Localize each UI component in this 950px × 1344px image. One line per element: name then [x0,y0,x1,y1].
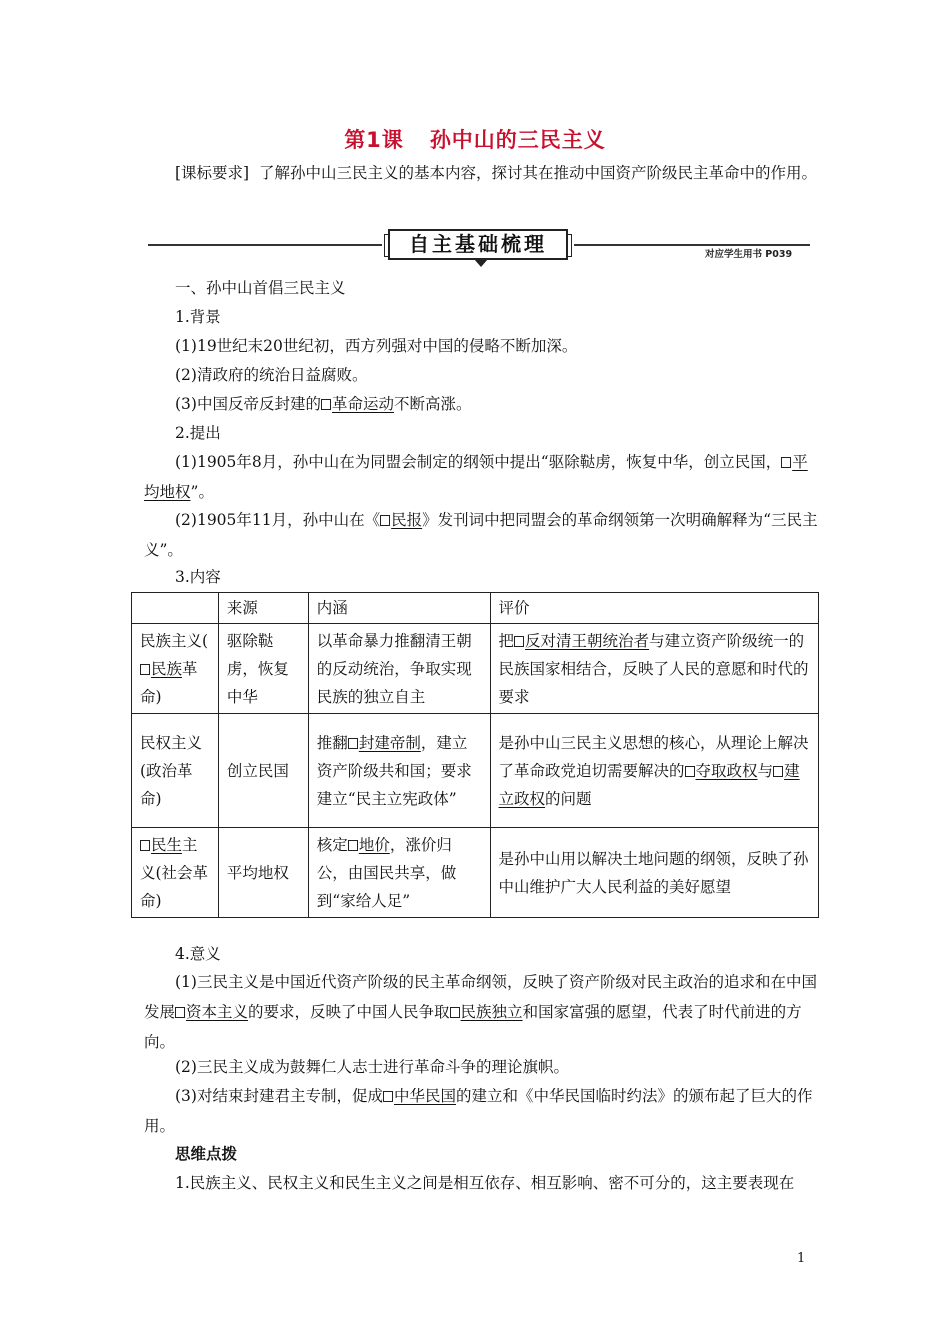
row-source: 平均地权 [218,828,308,918]
text: 》发刊词中把同盟会的革命纲领第一次明确解释为“三民主义”。 [144,511,818,559]
fill-blank [514,632,649,650]
propose-heading: 2.提出 [175,424,221,442]
row-source: 驱除鞑虏，恢复中华 [218,624,308,714]
blank-answer: 地价 [358,835,390,854]
table-row [132,624,819,714]
text: 不断高涨。 [393,395,472,413]
section-heading: 一、孙中山首倡三民主义 [175,279,346,297]
text: ，建立资产阶级共和国；要求建立“民主立宪政体” [316,733,472,808]
row-name: 民权主义(政治革命) [132,714,219,828]
fill-blank [380,511,422,529]
text: 与 [757,761,774,780]
header-cell: 内涵 [308,593,490,624]
blank-answer: 民族 [151,659,183,678]
propose-item-1 [144,447,820,507]
banner-arrow-icon [474,259,488,267]
text: (3)对结束封建君主专制，促成 [175,1087,383,1105]
text: ，涨价归公，由国民共享，做到“家给人足” [316,835,457,910]
text: 主义(社会革命) [140,835,209,910]
text: 与建立资产阶级统一的民族国家相结合，反映了人民的意愿和时代的要求 [498,631,809,706]
row-evaluation [490,714,818,828]
fill-blank [321,395,394,413]
thinking-item-1: 1.民族主义、民权主义和民生主义之间是相互依存、相互影响、密不可分的，这主要表现在 [175,1174,795,1192]
blank-answer: 反对清王朝统治者 [525,631,650,650]
blank-answer: 资本主义 [186,1003,249,1021]
row-evaluation [490,624,818,714]
header-cell [132,593,219,624]
banner-reference: 对应学生用书 P039 [705,249,793,260]
background-item-3 [144,389,820,419]
header-cell: 评价 [490,593,818,624]
background-heading: 1.背景 [175,308,221,326]
content-table [131,592,819,918]
thinking-heading: 思维点拨 [175,1145,238,1163]
section-banner: 自主基础梳理 [388,229,568,260]
propose-item-2 [144,505,820,565]
text: 是孙中山三民主义思想的核心，从理论上解决了革命政党迫切需要解决的 [498,733,809,780]
content-heading: 3.内容 [175,568,221,586]
background-item-1: (1)19世纪末20世纪初，西方列强对中国的侵略不断加深。 [175,337,578,355]
row-meaning [308,714,490,828]
text: 革命) [140,659,198,706]
text: (1)1905年8月，孙中山在为同盟会制定的纲领中提出“驱除鞑虏，恢复中华，创立民国， [175,453,782,471]
page-number: 1 [797,1251,806,1266]
table-row [132,828,819,918]
row-meaning: 以革命暴力推翻清王朝的反动统治，争取实现民族的独立自主 [308,624,490,714]
text: 把 [498,631,515,650]
blank-answer: 民生 [151,835,183,854]
text: 和国家富强的愿望，代表了时代前进的方向。 [144,1003,802,1051]
text: ”。 [190,483,214,501]
row-meaning [308,828,490,918]
fill-blank [450,1003,523,1021]
text: 核定 [316,835,348,854]
blank-answer: 建立政权 [498,761,800,808]
text: 的问题 [545,789,592,808]
fill-blank [348,836,390,854]
header-cell: 来源 [218,593,308,624]
row-evaluation: 是孙中山用以解决土地问题的纲领，反映了孙中山维护广大人民利益的美好愿望 [490,828,818,918]
curriculum-requirement [144,158,820,188]
lesson-name: 孙中山的三民主义 [429,128,606,152]
text: 民族主义( [140,631,209,650]
lesson-number: 第1课 [344,128,404,152]
requirement-label: [课标要求] [175,164,250,182]
fill-blank [348,734,421,752]
row-name [132,624,219,714]
blank-answer: 中华民国 [393,1087,456,1105]
row-source: 创立民国 [218,714,308,828]
text: (1)三民主义是中国近代资产阶级的民主革命纲领，反映了资产阶级对民主政治的追求和在中国发展 [144,973,817,1021]
fill-blank [383,1087,456,1105]
blank-answer: 夺取政权 [695,761,758,780]
blank-answer: 平均地权 [144,453,808,501]
fill-blank [175,1003,248,1021]
background-item-2: (2)清政府的统治日益腐败。 [175,366,368,384]
significance-item-1 [144,967,820,1057]
fill-blank [685,762,758,780]
blank-answer: 民报 [391,511,423,529]
text: 推翻 [316,733,348,752]
page-title [0,124,950,154]
fill-blank [140,836,182,854]
blank-answer: 封建帝制 [358,733,421,752]
significance-item-3 [144,1081,820,1141]
fill-blank [140,660,182,678]
text: (3)中国反帝反封建的 [175,395,321,413]
blank-answer: 民族独立 [460,1003,523,1021]
requirement-text: 了解孙中山三民主义的基本内容，探讨其在推动中国资产阶级民主革命中的作用。 [258,164,817,182]
table-header-row [132,593,819,624]
significance-item-2: (2)三民主义成为鼓舞仁人志士进行革命斗争的理论旗帜。 [175,1058,569,1076]
text: (2)1905年11月，孙中山在《 [175,511,381,529]
significance-heading: 4.意义 [175,945,221,963]
blank-answer: 革命运动 [331,395,394,413]
text: 的要求，反映了中国人民争取 [248,1003,450,1021]
table-row [132,714,819,828]
text: 的建立和《中华民国临时约法》的颁布起了巨大的作用。 [144,1087,813,1135]
banner-line-left [148,244,382,246]
row-name [132,828,219,918]
